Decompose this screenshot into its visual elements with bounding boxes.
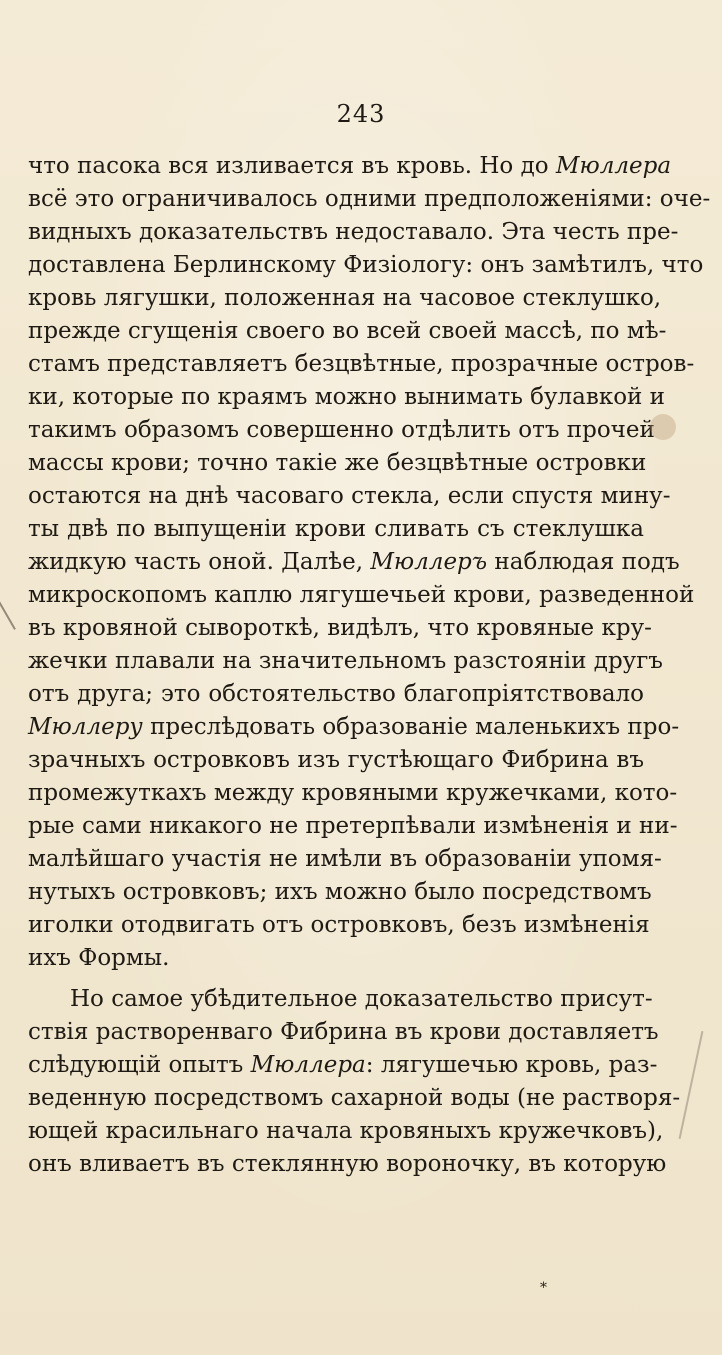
text-line: прежде сгущенія своего во всей своей массѣ, по мѣ-	[28, 318, 667, 344]
text-line: массы крови; точно такіе же безцвѣтные островки	[28, 450, 647, 476]
text-line: рые сами никакого не претерпѣвали измѣненія и ни-	[28, 813, 678, 839]
text-line: остаются на днѣ часоваго стекла, если спустя мину-	[28, 483, 671, 509]
text-line: ты двѣ по выпущеніи крови сливать съ стеклушка	[28, 516, 644, 542]
signature-mark: *	[540, 1280, 547, 1296]
text-line: Но самое убѣдительное доказательство присут-	[70, 986, 653, 1012]
text-line: малѣйшаго участія не имѣли въ образованіи упомя-	[28, 846, 662, 872]
text-line: всё это ограничивалось одними предположеніями: оче-	[28, 186, 711, 212]
text-line: нутыхъ островковъ; ихъ можно было посредствомъ	[28, 879, 652, 905]
italic-name: Мюллеру	[28, 714, 143, 740]
text-line: онъ вливаетъ въ стеклянную вороночку, въ которую	[28, 1151, 667, 1177]
text-line: микроскопомъ каплю лягушечьей крови, разведенной	[28, 582, 695, 608]
paper-stain	[650, 414, 676, 440]
text-line: Мюллеру преслѣдовать образованіе маленькихъ про-	[28, 714, 680, 740]
margin-pencil-mark	[0, 594, 16, 630]
text-line: промежуткахъ между кровяными кружечками, кото-	[28, 780, 678, 806]
text-line: что пасока вся изливается въ кровь. Но до Мюллера	[28, 153, 672, 179]
text-line: ихъ Формы.	[28, 945, 170, 971]
text-line: ствія растворенваго Фибрина въ крови доставляетъ	[28, 1019, 659, 1045]
text-line: такимъ образомъ совершенно отдѣлить отъ прочей	[28, 417, 655, 443]
text-line: слѣдующій опытъ Мюллера: лягушечью кровь, раз-	[28, 1052, 658, 1078]
text-line: жечки плавали на значительномъ разстояніи другъ	[28, 648, 663, 674]
text-line: доставлена Берлинскому Физіологу: онъ замѣтилъ, что	[28, 252, 704, 278]
text-line: видныхъ доказательствъ недоставало. Эта честь пре-	[28, 219, 679, 245]
text-line: отъ друга; это обстоятельство благопріятствовало	[28, 681, 644, 707]
text-line: веденную посредствомъ сахарной воды (не растворя-	[28, 1085, 681, 1111]
text-line: жидкую часть оной. Далѣе, Мюллеръ наблюдая подъ	[28, 549, 680, 575]
text-line: въ кровяной сывороткѣ, видѣлъ, что кровяные кру-	[28, 615, 652, 641]
italic-name: Мюллеръ	[370, 549, 488, 575]
text-line: стамъ представляетъ безцвѣтные, прозрачные остров-	[28, 351, 695, 377]
text-line: ющей красильнаго начала кровяныхъ кружечковъ),	[28, 1118, 664, 1144]
body-text	[28, 150, 711, 1181]
text-line: иголки отодвигать отъ островковъ, безъ измѣненія	[28, 912, 650, 938]
italic-name: Мюллера	[555, 153, 672, 179]
page-number: 243	[336, 100, 386, 128]
text-line: ки, которые по краямъ можно вынимать булавкой и	[28, 384, 666, 410]
italic-name: Мюллера	[250, 1052, 366, 1078]
margin-pencil-mark	[679, 1031, 704, 1139]
text-line: кровь лягушки, положенная на часовое стеклушко,	[28, 285, 662, 311]
text-line: зрачныхъ островковъ изъ густѣющаго Фибрина въ	[28, 747, 644, 773]
